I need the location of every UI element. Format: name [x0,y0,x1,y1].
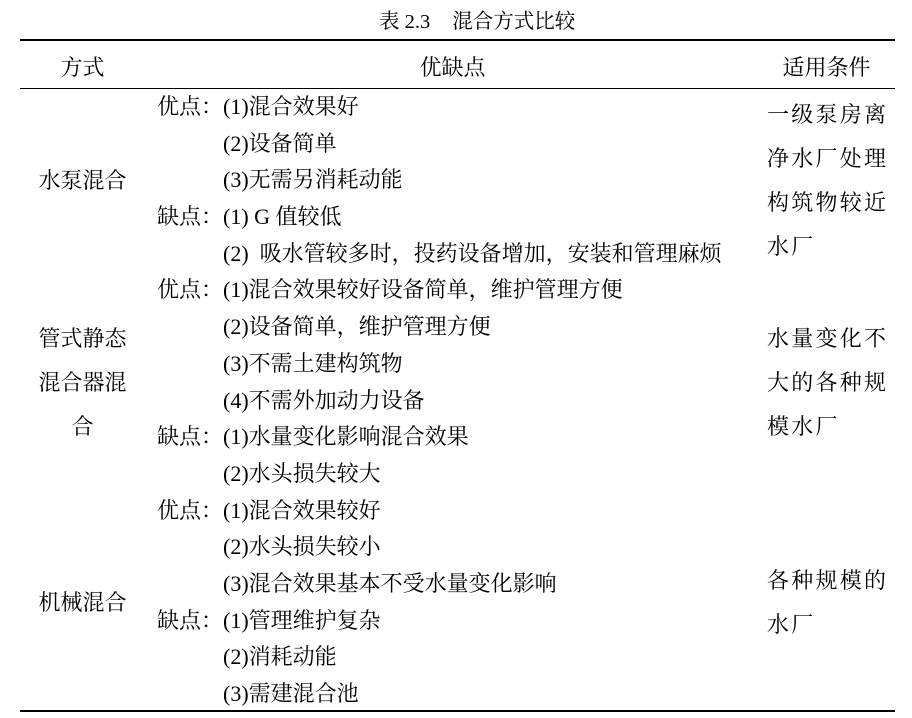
pros-item: (1)混合效果较好设备简单，维护管理方便 [223,277,623,303]
conditions-text: 水量变化不大的各种规模水厂 [767,325,889,439]
pros-item: (2)设备简单，维护管理方便 [223,314,491,340]
cons-item: (1)水量变化影响混合效果 [223,424,469,450]
pros-label: 优点： [157,497,224,523]
header-method: 方式 [60,55,105,80]
method-cell [20,89,145,272]
pros-item: (3)不需土建构筑物 [223,350,403,376]
pros-label: 优点： [157,277,224,303]
cons-line [157,419,760,456]
method-name: 水泵混合 [38,167,127,193]
cons-item: (2) 吸水管较多时，投药设备增加，安装和管理麻烦 [223,240,722,266]
conditions-text: 一级泵房离净水厂处理构筑物较近水厂 [767,101,889,259]
cons-label: 缺点： [157,607,224,633]
method-cell [20,493,145,713]
conditions-cell [760,493,895,713]
cons-line [157,603,760,640]
pros-cons-cell [145,272,760,492]
table-number: 表 2.3 [379,11,431,33]
pros-cons-cell [145,89,760,272]
table-caption [379,10,575,34]
cons-label: 缺点： [157,204,224,230]
pros-item: (1)混合效果较好 [223,497,381,523]
method-name: 机械混合 [38,589,127,615]
pros-item: (1)混合效果好 [223,94,359,119]
pros-line [157,493,760,530]
pros-line [157,89,760,126]
row-static-mixer [20,272,895,492]
pros-item: (2)水头损失较小 [223,534,381,560]
method-name: 管式静态混合器混合 [38,325,127,439]
table-top-rule [20,39,895,41]
conditions-cell [760,89,895,272]
conditions-text: 各种规模的水厂 [767,567,889,637]
pros-item: (3)无需另消耗动能 [223,167,403,193]
pros-line [157,272,760,309]
table-body [20,89,895,713]
cons-item: (2)消耗动能 [223,644,337,670]
header-pros-cons: 优缺点 [419,55,486,80]
pros-cons-cell [145,493,760,713]
cons-item: (1)管理维护复杂 [223,607,381,633]
cons-item: (1) G 值较低 [223,204,342,230]
cons-item: (3)需建混合池 [223,681,359,706]
row-mechanical-mixing [20,493,895,713]
cons-item: (2)水头损失较大 [223,460,381,486]
header-conditions: 适用条件 [782,55,871,80]
conditions-cell [760,272,895,492]
pros-item: (3)混合效果基本不受水量变化影响 [223,570,557,596]
cons-label: 缺点： [157,424,224,450]
table-header-row [20,50,895,86]
method-cell [20,272,145,492]
pros-label: 优点： [157,94,224,119]
pros-item: (2)设备简单 [223,130,337,156]
table-bottom-rule [20,710,895,712]
pros-item: (4)不需外加动力设备 [223,387,425,413]
cons-line [157,199,760,236]
row-pump-mixing [20,89,895,272]
table-title: 混合方式比较 [452,11,576,33]
